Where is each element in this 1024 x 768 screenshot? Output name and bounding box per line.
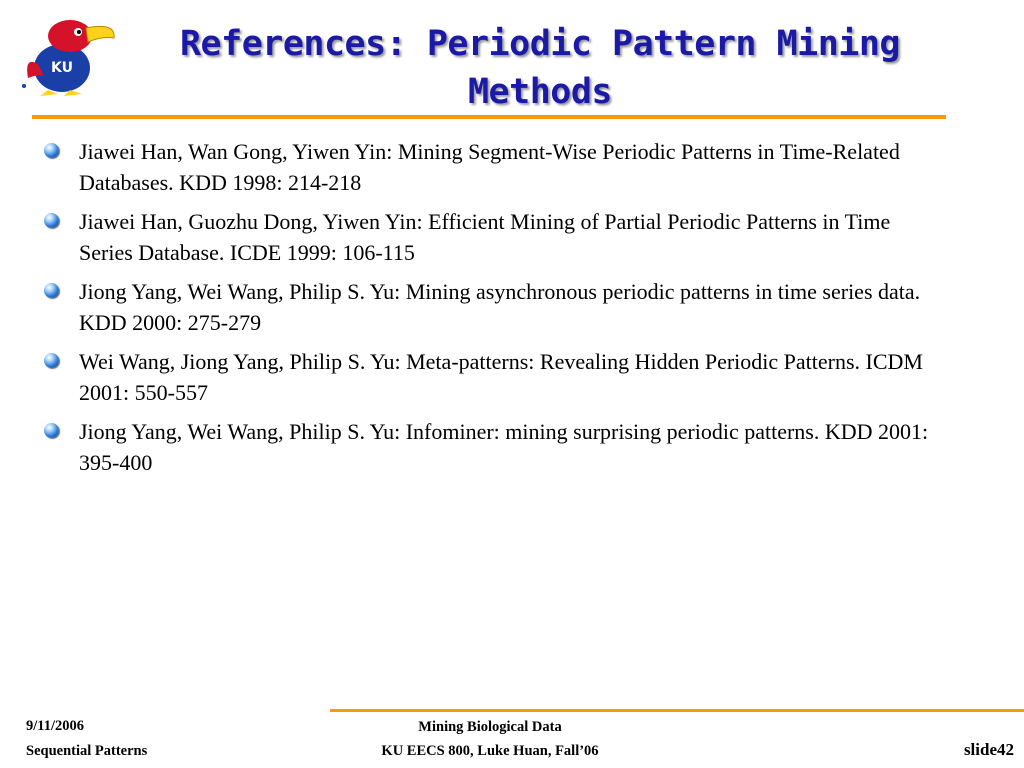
footer-divider bbox=[330, 709, 1024, 712]
reference-text: Jiawei Han, Wan Gong, Yiwen Yin: Mining Segment-Wise Periodic Patterns in Time-Related Databases. KDD 1998: 214-218 bbox=[79, 139, 900, 195]
reference-text: Jiong Yang, Wei Wang, Philip S. Yu: Mining asynchronous periodic patterns in time series data. KDD 2000: 275-279 bbox=[79, 279, 921, 335]
slide-title-line1: References: Periodic Pattern Mining bbox=[179, 24, 900, 64]
footer-date: 9/11/2006 bbox=[26, 718, 85, 734]
reference-text: Jiawei Han, Guozhu Dong, Yiwen Yin: Efficient Mining of Partial Periodic Patterns in Time Series Database. ICDE 1999: 106-115 bbox=[79, 209, 891, 265]
slide-title-line2: Methods bbox=[467, 72, 612, 112]
reference-text: Wei Wang, Jiong Yang, Philip S. Yu: Meta-patterns: Revealing Hidden Periodic Patterns. ICDM 2001: 550-557 bbox=[79, 349, 923, 405]
bullet-icon bbox=[44, 213, 59, 228]
list-item bbox=[44, 417, 944, 478]
reference-text: Jiong Yang, Wei Wang, Philip S. Yu: Infominer: mining surprising periodic patterns. KDD 2001: 395-400 bbox=[79, 419, 929, 475]
bullet-icon bbox=[44, 283, 59, 298]
list-item bbox=[44, 347, 944, 408]
slide-number: slide42 bbox=[963, 740, 1014, 759]
footer-course-line2: KU EECS 800, Luke Huan, Fall’06 bbox=[381, 743, 599, 759]
bullet-icon bbox=[44, 423, 59, 438]
reference-list bbox=[44, 137, 944, 487]
ku-jayhawk-logo bbox=[18, 16, 122, 100]
jayhawk-icon bbox=[18, 16, 122, 100]
bullet-icon bbox=[44, 353, 59, 368]
slide-title bbox=[130, 20, 950, 116]
logo-text: KU bbox=[51, 60, 73, 76]
footer-course bbox=[330, 715, 650, 763]
bullet-icon bbox=[44, 143, 59, 158]
title-divider bbox=[32, 115, 946, 119]
list-item bbox=[44, 207, 944, 268]
list-item bbox=[44, 137, 944, 198]
list-item bbox=[44, 277, 944, 338]
footer-course-line1: Mining Biological Data bbox=[418, 719, 562, 735]
footer-section: Sequential Patterns bbox=[26, 743, 148, 759]
